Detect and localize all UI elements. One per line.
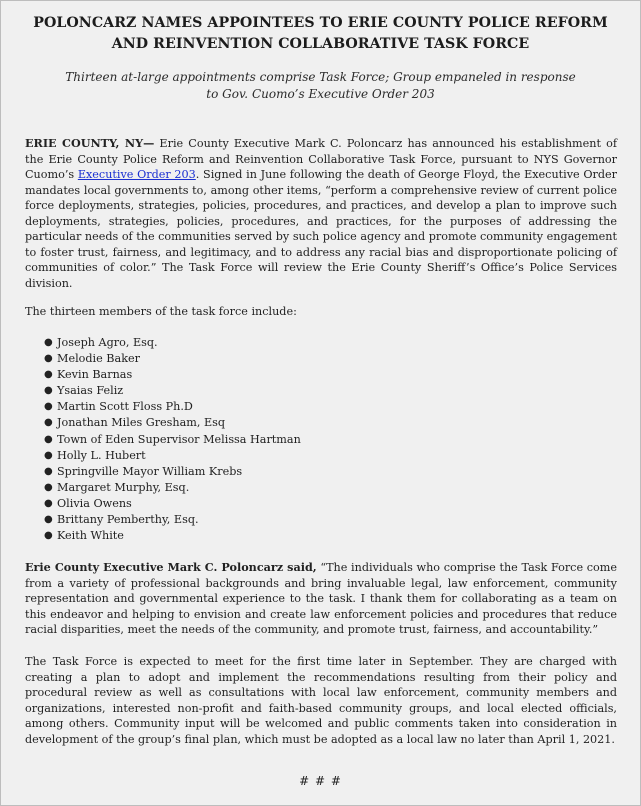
dateline: ERIE COUNTY, NY— [25, 136, 155, 150]
member-name: Jonathan Miles Gresham, Esq [57, 416, 226, 430]
bullet-icon: ● [44, 530, 53, 542]
members-intro-text: The thirteen members of the task force include: [25, 305, 297, 318]
member-name: Joseph Agro, Esq. [57, 336, 158, 349]
end-mark: # # # [299, 774, 342, 788]
member-name: Ysaias Feliz [57, 384, 124, 398]
bullet-icon: ● [44, 449, 53, 461]
member-name: Melodie Baker [57, 352, 140, 366]
member-name: Margaret Murphy, Esq. [57, 480, 190, 494]
list-item [43, 367, 301, 383]
intro-text-before-link: Erie County Executive Mark C. Poloncarz has announced his establishment of the Erie County Police Reform and Reinvention Collaborative Task Force, pursuant to NYS Governor Cuomo’s [25, 137, 617, 181]
bullet-icon: ● [44, 465, 53, 477]
subheadline-line-1: Thirteen at-large appointments comprise Task Force; Group empaneled in response [65, 70, 576, 84]
quote-paragraph [25, 560, 617, 638]
member-name: Holly L. Hubert [57, 448, 146, 462]
headline [21, 13, 620, 55]
bullet-icon: ● [44, 337, 53, 348]
bullet-icon: ● [44, 433, 53, 445]
member-name: Olivia Owens [57, 496, 132, 510]
subheadline-line-2: to Gov. Cuomo’s Executive Order 203 [206, 87, 435, 101]
intro-paragraph [25, 136, 617, 291]
member-name: Town of Eden Supervisor Melissa Hartman [57, 432, 301, 446]
executive-order-link[interactable]: Executive Order 203 [77, 168, 196, 181]
member-name: Martin Scott Floss Ph.D [57, 400, 193, 414]
bullet-icon: ● [44, 417, 53, 429]
closing-paragraph [25, 654, 617, 747]
list-item [43, 512, 301, 528]
list-item [43, 432, 301, 448]
list-item [43, 448, 301, 464]
quote-lead: Erie County Executive Mark C. Poloncarz said, [25, 560, 317, 574]
list-item [43, 496, 301, 512]
bullet-icon: ● [44, 401, 53, 413]
member-name: Springville Mayor William Krebs [57, 464, 243, 478]
list-item [43, 480, 301, 496]
bullet-icon: ● [44, 514, 53, 526]
quote-text: “The individuals who comprise the Task Force come from a variety of professional backgrounds and bring invaluable legal, law enforcement, community representation and governmental experience to the task. I thank them for collaborating as a team on this endeavor and helping to envision and create law enforcement policies and procedures that reduce racial disparities, meet the needs of the community, and promote trust, fairness, and accountability.” [25, 561, 617, 636]
bullet-icon: ● [44, 353, 53, 365]
bullet-icon: ● [44, 497, 53, 509]
list-item [43, 528, 301, 544]
bullet-icon: ● [44, 369, 53, 381]
members-list [43, 335, 301, 544]
member-name: Kevin Barnas [57, 368, 133, 382]
headline-line-1: POLONCARZ NAMES APPOINTEES TO ERIE COUNTY POLICE REFORM [33, 15, 608, 31]
list-item [43, 464, 301, 480]
intro-text-after-link: . Signed in June following the death of George Floyd, the Executive Order mandates local governments to, among other items, “perform a comprehensive review of current police force deployments, strategies, policies, procedures, and practices, and develop a plan to improve such deployments, strategies, policies, procedures, and practices, for the purposes of addressing the particular needs of the communities served by such police agency and promote community engagement to foster trust, fairness, and legitimacy, and to address any racial bias and disproportionate policing of communities of color.” The Task Force will review the Erie County Sheriff’s Office’s Police Services division. [25, 168, 617, 290]
bullet-icon: ● [44, 481, 53, 493]
list-item [43, 351, 301, 367]
closing-paragraph-text: The Task Force is expected to meet for the first time later in September. They are charged with creating a plan to adopt and implement the recommendations resulting from their policy and procedural review as well as consultations with local law enforcement, community members and organizations, interested non-profit and faith-based community groups, and local elected officials, among others. Community input will be welcomed and public comments taken into consideration in development of the group’s final plan, which must be adopted as a local law no later than April 1, 2021. [25, 655, 617, 746]
headline-line-2: AND REINVENTION COLLABORATIVE TASK FORCE [111, 36, 530, 52]
members-intro [25, 304, 617, 320]
member-name: Brittany Pemberthy, Esq. [57, 513, 199, 527]
member-name: Keith White [57, 529, 124, 543]
list-item [43, 399, 301, 415]
subheadline [31, 69, 610, 103]
list-item [43, 335, 301, 351]
bullet-icon: ● [44, 385, 53, 397]
list-item [43, 415, 301, 431]
list-item [43, 383, 301, 399]
